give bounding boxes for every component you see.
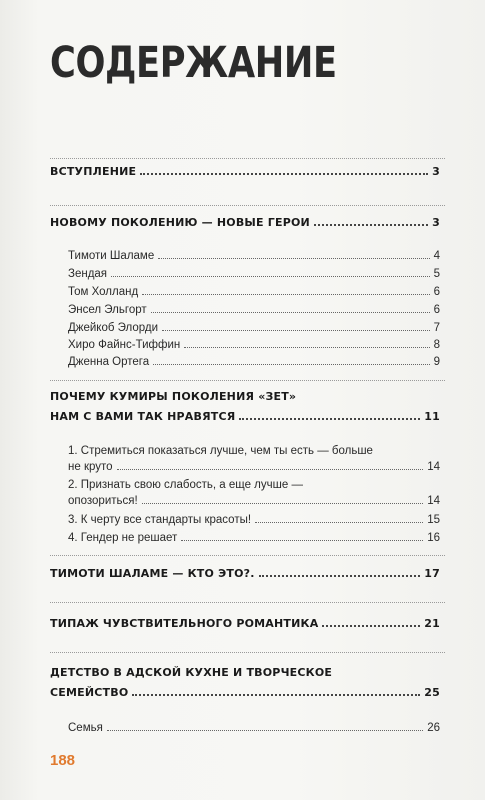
toc-subentry-page: 7: [433, 322, 440, 334]
toc-entry-romantic[interactable]: [50, 617, 440, 630]
toc-subentry-why-2-line1[interactable]: 2. Признать свою слабость, а еще лучше —: [68, 479, 303, 491]
dot-leader: [322, 625, 420, 627]
toc-subentry[interactable]: [68, 532, 440, 544]
toc-entry-label: ТИМОТИ ШАЛАМЕ — КТО ЭТО?.: [50, 567, 255, 580]
toc-subentry-page: 14: [427, 495, 440, 507]
toc-subentry-label: опозориться!: [68, 495, 138, 507]
toc-entry-page: 3: [432, 216, 440, 229]
toc-subentry[interactable]: [68, 268, 440, 280]
dot-leader: [184, 347, 429, 348]
toc-subentry-label: Тимоти Шаламе: [68, 250, 155, 262]
dot-leader: [314, 224, 428, 226]
section-divider: [50, 602, 445, 603]
dot-leader: [162, 330, 430, 331]
toc-entry-timothee[interactable]: [50, 567, 440, 580]
toc-subentry-label: Хиро Файнс-Тиффин: [68, 339, 181, 351]
toc-subentry-page: 8: [433, 339, 440, 351]
toc-subentry-label: Энсел Эльгорт: [68, 304, 147, 316]
page-number: 188: [50, 752, 76, 769]
toc-subentry[interactable]: [68, 286, 440, 298]
toc-entry-label: НОВОМУ ПОКОЛЕНИЮ — НОВЫЕ ГЕРОИ: [50, 216, 310, 229]
toc-entry-childhood-line1[interactable]: ДЕТСТВО В АДСКОЙ КУХНЕ И ТВОРЧЕСКОЕ: [50, 666, 333, 679]
dot-leader: [132, 694, 420, 696]
dot-leader: [151, 312, 430, 313]
dot-leader: [111, 276, 430, 277]
section-divider: [50, 555, 445, 556]
dot-leader: [107, 730, 423, 731]
toc-subentry[interactable]: [68, 339, 440, 351]
toc-entry-intro[interactable]: [50, 165, 440, 178]
toc-entry-why[interactable]: [50, 410, 440, 423]
toc-subentry[interactable]: [68, 495, 440, 507]
toc-subentry-label: Джейкоб Элорди: [68, 322, 159, 334]
toc-entry-label: НАМ С ВАМИ ТАК НРАВЯТСЯ: [50, 410, 236, 423]
toc-entry-page: 17: [424, 567, 440, 580]
dot-leader: [153, 364, 429, 365]
toc-subentry-page: 6: [433, 304, 440, 316]
toc-subentry[interactable]: [68, 722, 440, 734]
dot-leader: [239, 418, 420, 420]
dot-leader: [117, 469, 424, 470]
toc-subentry-label: Семья: [68, 722, 103, 734]
toc-subentry-page: 5: [433, 268, 440, 280]
dot-leader: [255, 522, 423, 523]
toc-subentry-why-1-line1[interactable]: 1. Стремиться показаться лучше, чем ты есть — больше: [68, 445, 373, 457]
toc-entry-label: ТИПАЖ ЧУВСТВИТЕЛЬНОГО РОМАНТИКА: [50, 617, 319, 630]
toc-subentry[interactable]: [68, 250, 440, 262]
toc-subentry-page: 15: [427, 514, 440, 526]
toc-entry-page: 3: [432, 165, 440, 178]
toc-subentry-page: 16: [427, 532, 440, 544]
dot-leader: [140, 173, 428, 175]
toc-entry-page: 21: [424, 617, 440, 630]
toc-subentry-label: не круто: [68, 461, 113, 473]
toc-subentry-label: Зендая: [68, 268, 108, 280]
toc-entry-page: 11: [424, 410, 440, 423]
toc-subentry[interactable]: [68, 514, 440, 526]
section-divider: [50, 652, 445, 653]
toc-subentry-page: 14: [427, 461, 440, 473]
toc-entry-why-line1[interactable]: ПОЧЕМУ КУМИРЫ ПОКОЛЕНИЯ «ЗЕТ»: [50, 390, 297, 403]
page-title: СОДЕРЖАНИЕ: [50, 38, 337, 88]
toc-subentry-label: Дженна Ортега: [68, 356, 150, 368]
toc-subentry-page: 9: [433, 356, 440, 368]
toc-entry-label: ВСТУПЛЕНИЕ: [50, 165, 137, 178]
dot-leader: [181, 540, 423, 541]
toc-subentry-page: 26: [427, 722, 440, 734]
toc-entry-childhood[interactable]: [50, 686, 440, 699]
toc-entry-new-gen[interactable]: [50, 216, 440, 229]
toc-entry-page: 25: [424, 686, 440, 699]
toc-subentry-label: 3. К черту все стандарты красоты!: [68, 514, 252, 526]
toc-subentry-page: 6: [433, 286, 440, 298]
dot-leader: [259, 575, 421, 577]
section-divider: [50, 158, 445, 159]
toc-subentry-label: Том Холланд: [68, 286, 139, 298]
toc-entry-label: СЕМЕЙСТВО: [50, 686, 129, 699]
toc-subentry[interactable]: [68, 322, 440, 334]
section-divider: [50, 380, 445, 381]
dot-leader: [142, 294, 429, 295]
section-divider: [50, 205, 445, 206]
toc-subentry[interactable]: [68, 461, 440, 473]
dot-leader: [158, 258, 429, 259]
dot-leader: [142, 503, 424, 504]
toc-subentry[interactable]: [68, 356, 440, 368]
toc-subentry-label: 4. Гендер не решает: [68, 532, 178, 544]
toc-subentry-page: 4: [433, 250, 440, 262]
toc-subentry[interactable]: [68, 304, 440, 316]
